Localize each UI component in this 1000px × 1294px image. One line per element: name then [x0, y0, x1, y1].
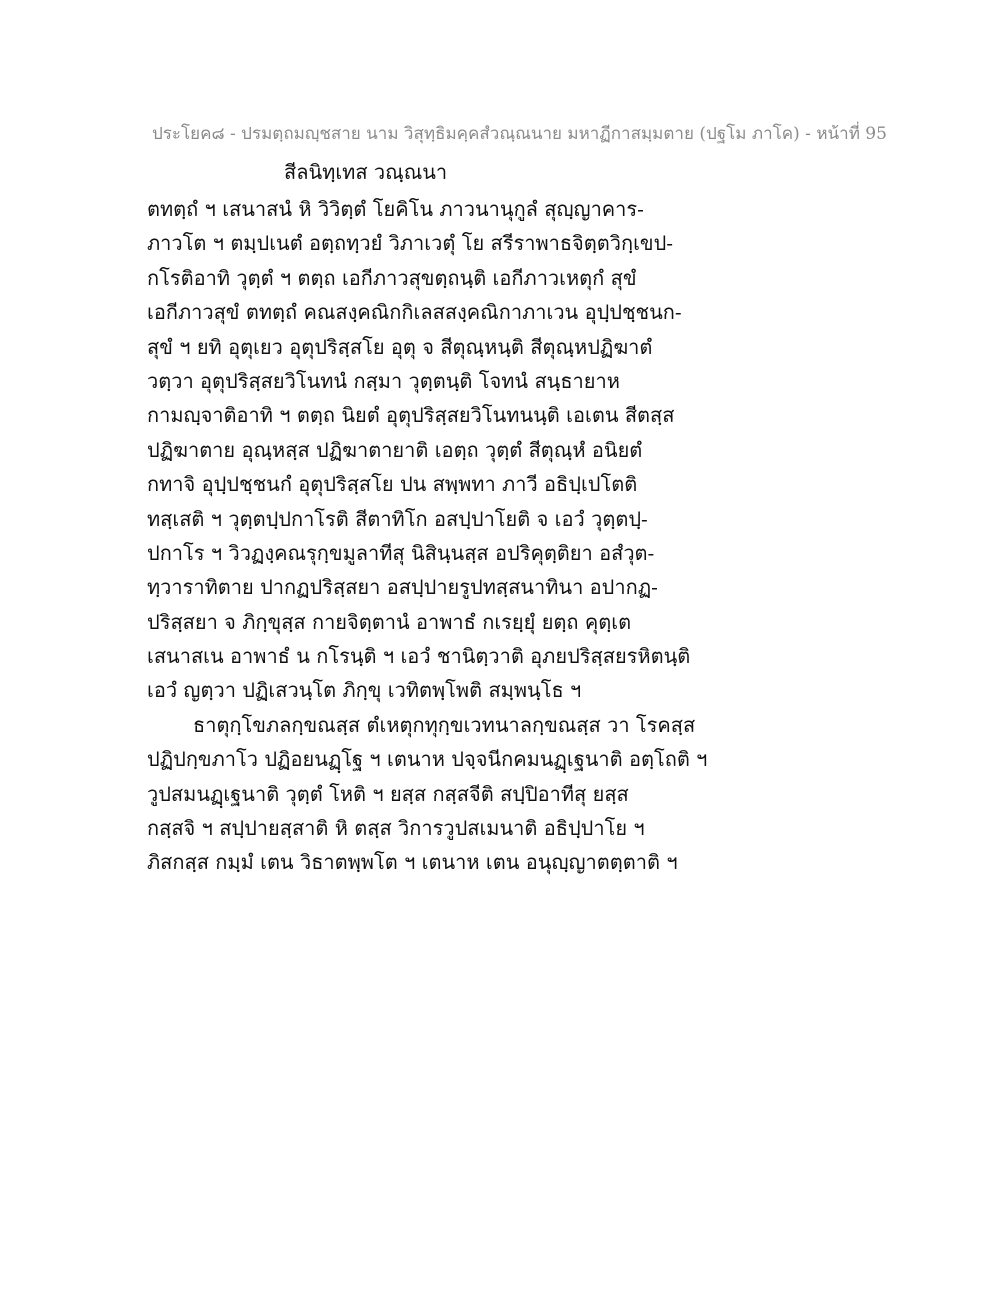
text-line: ทฺวาราทิตาย ปากฏปริสฺสยา อสปฺปายรูปทสฺสนาทินา อปากฏ-: [147, 575, 658, 600]
text-line: ปฏิฆาตาย อุณฺหสฺส ปฏิฆาตายาติ เอตฺถ วุตฺตํ สีตุณฺหํ อนิยตํ: [147, 437, 643, 462]
text-line: ธาตุกฺโขภลกฺขณสฺส ตํเหตุกทุกฺขเวทนาลกฺขณสฺส วา โรคสฺส: [193, 712, 696, 737]
text-line: กสฺสจิ ฯ สปฺปายสฺสาติ หิ ตสฺส วิการวูปสเมนาติ อธิปฺปาโย ฯ: [147, 816, 645, 841]
text-line: วตฺวา อุตุปริสฺสยวิโนทนํ กสฺมา วุตฺตนฺติ โจทนํ สนฺธายาห: [147, 368, 620, 393]
text-line: กามญฺจาติอาทิ ฯ ตตฺถ นิยตํ อุตุปริสฺสยวิโนทนนฺติ เอเตน สีตสฺส: [147, 403, 675, 428]
text-line: ปกาโร ฯ วิวฏงฺคณรุกฺขมูลาทีสุ นิสินฺนสฺส อปริคุตฺติยา อสํวุต-: [147, 540, 655, 565]
text-line: เอกีภาวสุขํ ตทตฺถํ คณสงฺคณิกกิเลสสงฺคณิกาภาเวน อุปฺปชฺชนก-: [147, 300, 682, 325]
text-line: กทาจิ อุปฺปชฺชนกํ อุตุปริสฺสโย ปน สพฺพทา ภาวี อธิปฺเปโตติ: [147, 472, 638, 497]
text-line: ทสฺเสติ ฯ วุตฺตปฺปกาโรติ สีตาทิโก อสปฺปาโยติ จ เอวํ วุตฺตปฺ-: [147, 506, 648, 531]
text-line: ภาวโต ฯ ตมฺปเนตํ อตฺถทฺวยํ วิภาเวตุํ โย สรีราพาธจิตฺตวิกฺเขป-: [147, 231, 674, 256]
text-line: เอวํ ญตฺวา ปฏิเสวนฺโต ภิกฺขุ เวทิตพฺโพติ สมฺพนฺโธ ฯ: [147, 678, 582, 703]
section-title: สีลนิทฺเทส วณฺณนา: [284, 160, 448, 184]
paragraph-2: [147, 708, 867, 880]
text-line: ปริสฺสยา จ ภิกฺขุสฺส กายจิตฺตานํ อาพาธํ กเรยฺยุํ ยตฺถ คุตฺเต: [147, 609, 632, 634]
text-line: ปฏิปกฺขภาโว ปฏิอยนฏฺโฐ ฯ เตนาห ปจฺจนีกคมนฏฺเฐนาติ อตฺโถติ ฯ: [147, 747, 708, 772]
text-line: กโรติอาทิ วุตฺตํ ฯ ตตฺถ เอกีภาวสุขตฺถนฺติ เอกีภาวเหตุกํ สุขํ: [147, 265, 637, 290]
text-line: เสนาสเน อาพาธํ น กโรนฺติ ฯ เอวํ ชานิตฺวาติ อุภยปริสฺสยรหิตนฺติ: [147, 644, 691, 669]
paragraph-1: [147, 192, 867, 708]
text-line: วูปสมนฏฺเฐนาติ วุตฺตํ โหติ ฯ ยสฺส กสฺสจีติ สปฺปิอาทีสุ ยสฺส: [147, 781, 629, 806]
text-line: ตทตฺถํ ฯ เสนาสนํ หิ วิวิตฺตํ โยคิโน ภาวนานุกูลํ สุญฺญาคาร-: [147, 197, 644, 221]
text-line: สุขํ ฯ ยทิ อุตุเยว อุตุปริสฺสโย อุตุ จ สีตุณฺหนฺติ สีตุณฺหปฏิฆาตํ: [147, 334, 653, 359]
text-line: ภิสกสฺส กมฺมํ เตน วิธาตพฺพโต ฯ เตนาห เตน อนุญฺญาตตฺตาติ ฯ: [147, 850, 678, 875]
running-header: ประโยค๘ - ปรมตฺถมญฺชสาย นาม วิสุทฺธิมคฺคสํวณฺณนาย มหาฏีกาสมฺมตาย (ปฐโม ภาโค) - หน้าที่ 95: [152, 124, 887, 144]
body-text: [147, 192, 867, 880]
